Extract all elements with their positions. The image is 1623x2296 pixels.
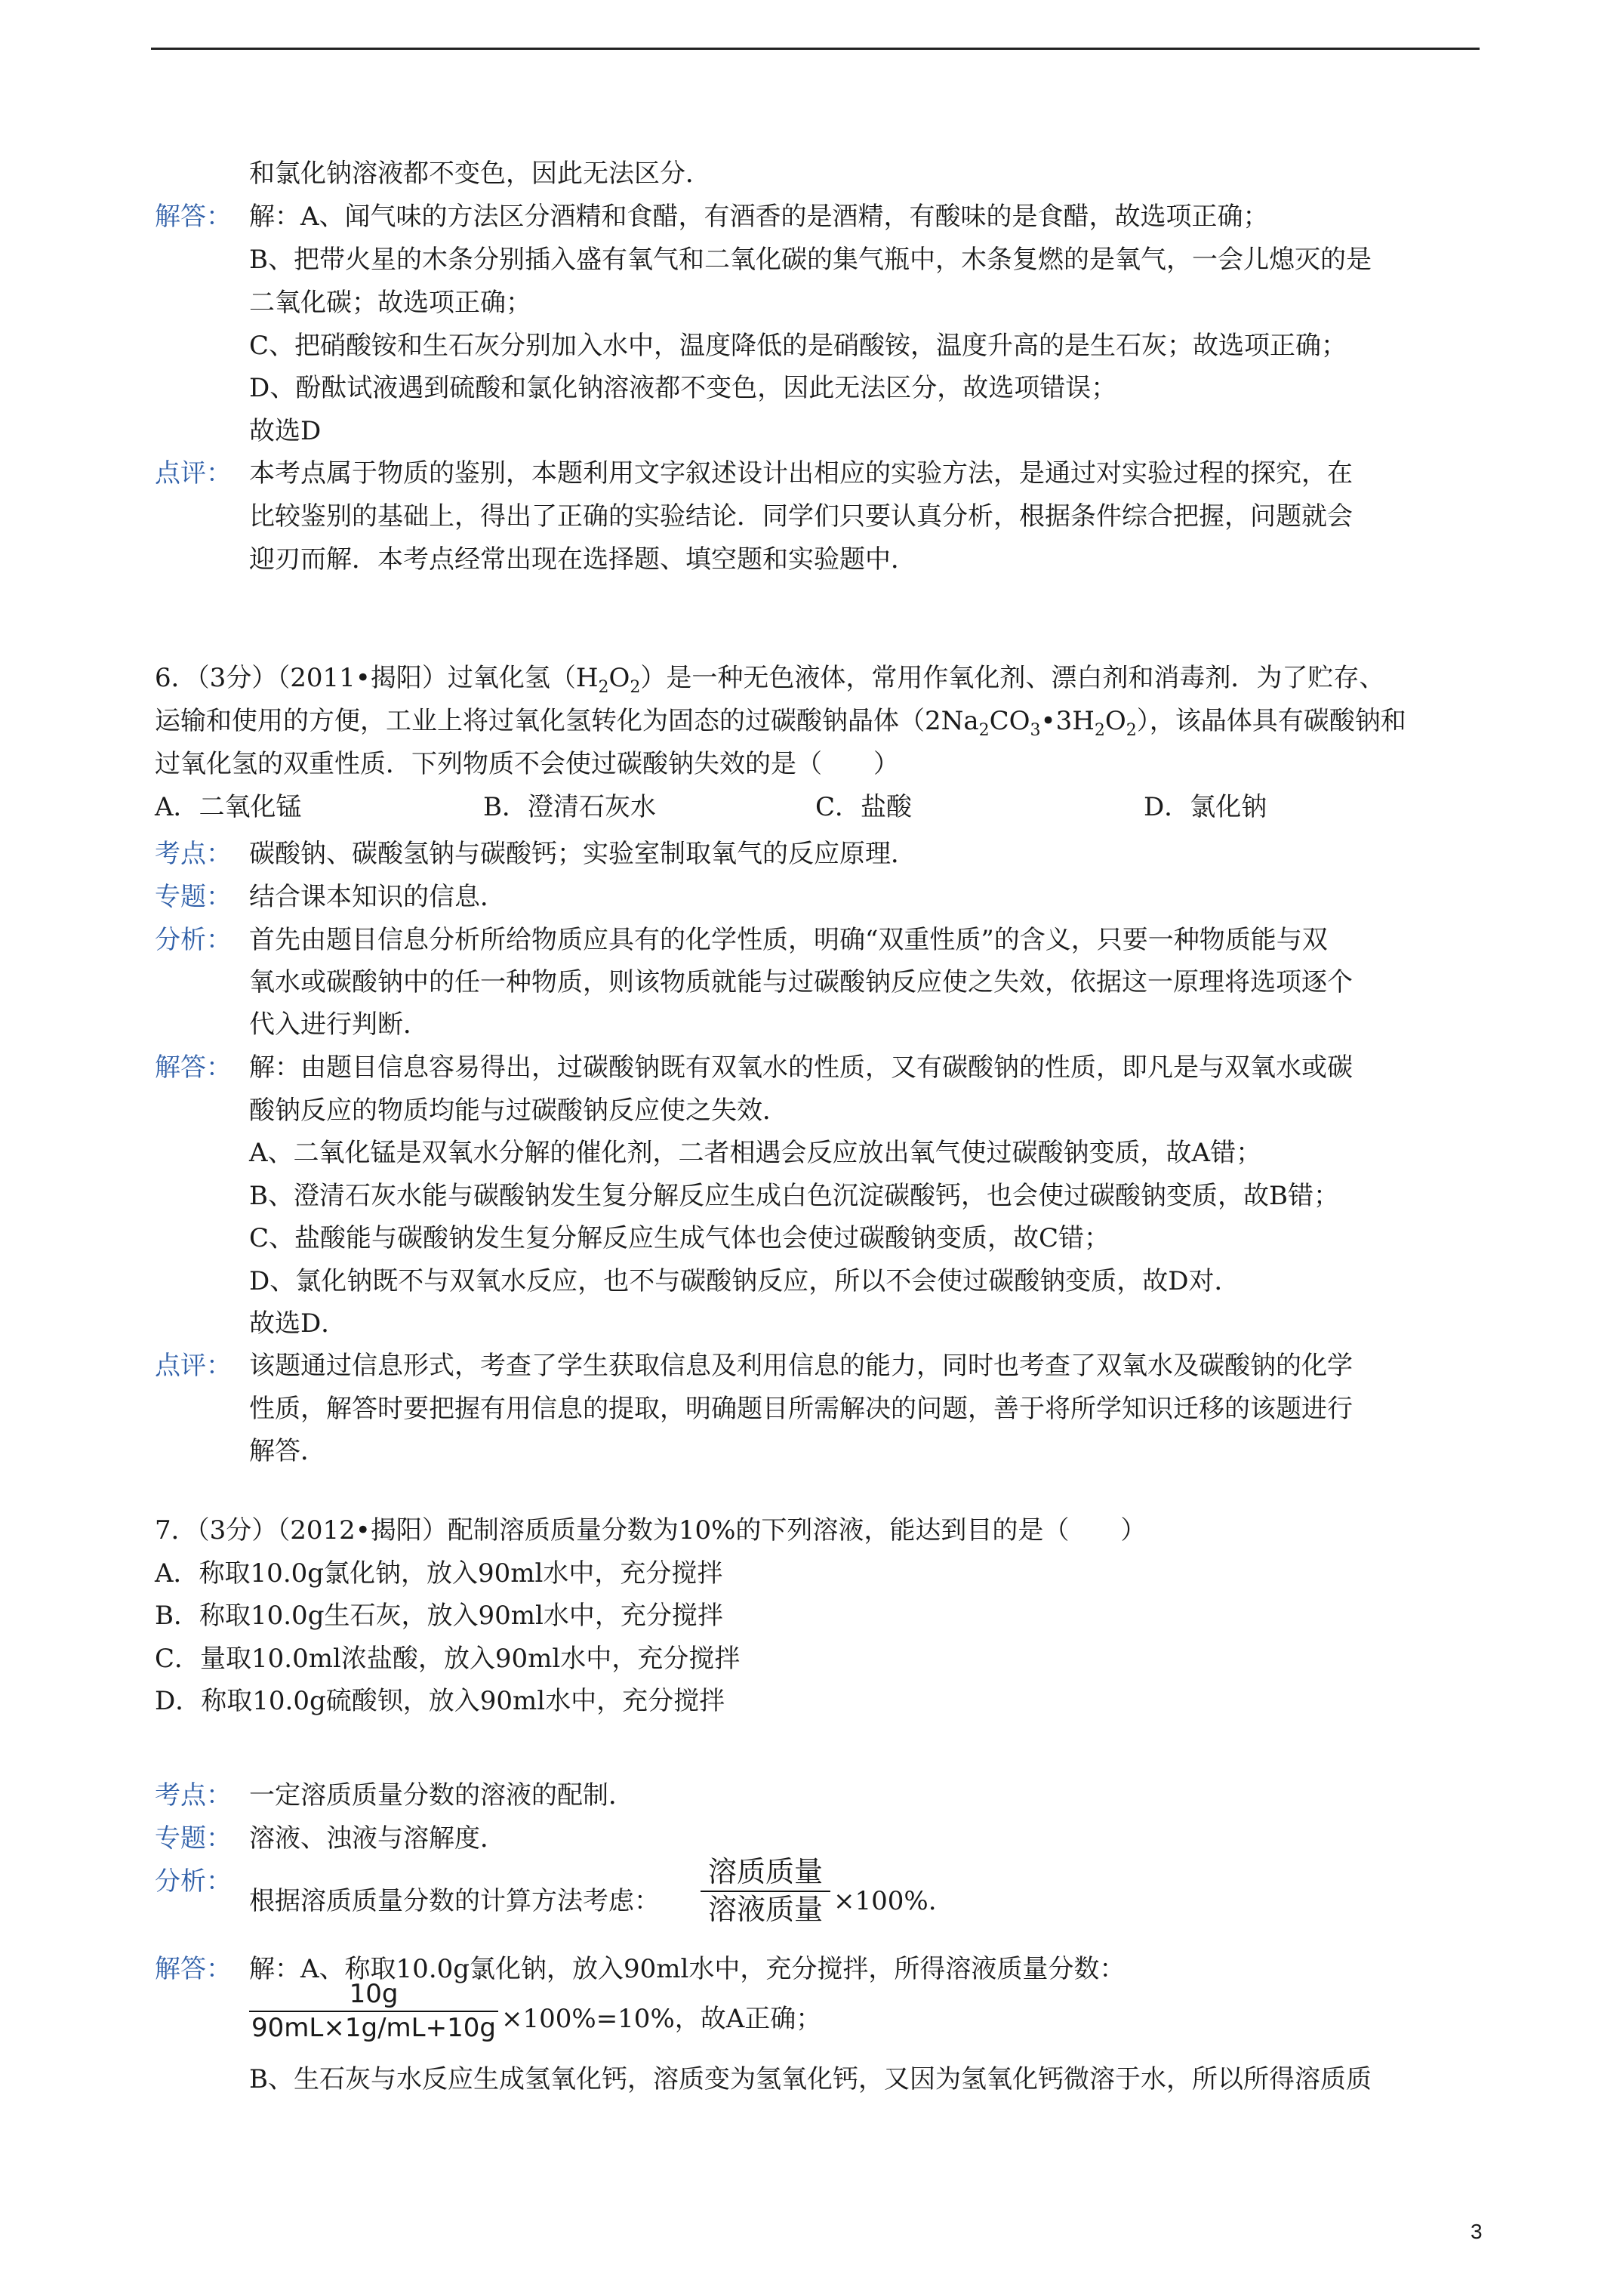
option-d: D．氯化钠 <box>1144 792 1267 822</box>
fraction-bar <box>701 1891 830 1892</box>
text-line: C、盐酸能与碳酸钠发生复分解反应生成气体也会使过碳酸钠变质，故C错； <box>249 1223 1110 1253</box>
text-line: 该题通过信息形式，考查了学生获取信息及利用信息的能力，同时也考查了双氧水及碳酸钠的化学 <box>249 1351 1353 1381</box>
text-line: 氧水或碳酸钠中的任一种物质，则该物质就能与过碳酸钠反应使之失效，依据这一原理将选项逐个 <box>249 967 1353 997</box>
text-line: ×100%=10%，故A正确； <box>501 2004 822 2034</box>
text-line: 溶液、浊液与溶解度． <box>249 1823 506 1854</box>
label-topic: 专题： <box>155 882 232 912</box>
label-topic: 专题： <box>155 1823 232 1854</box>
option-c: C．量取10.0ml浓盐酸，放入90ml水中，充分搅拌 <box>155 1644 741 1674</box>
text-line: 故选D <box>249 416 322 446</box>
question-6-stem: 过氧化氢的双重性质．下列物质不会使过碳酸钠失效的是（ ） <box>155 749 899 779</box>
text-line: 故选D． <box>249 1308 347 1339</box>
text-line: 解：A、闻气味的方法区分酒精和食醋，有酒香的是酒精，有酸味的是食醋，故选项正确； <box>249 202 1269 232</box>
page-number: 3 <box>1471 2220 1483 2243</box>
text-line: C、把硝酸铵和生石灰分别加入水中，温度降低的是硝酸铵，温度升高的是生石灰；故选项正确； <box>249 331 1347 361</box>
text-line: 一定溶质质量分数的溶液的配制． <box>249 1780 634 1811</box>
label-knowledge-point: 考点： <box>155 1780 232 1811</box>
header-rule <box>151 48 1480 50</box>
label-answer: 解答： <box>155 1954 232 1984</box>
text-line: B、把带火星的木条分别插入盛有氧气和二氧化碳的集气瓶中，木条复燃的是氧气，一会儿熄灭的是 <box>249 245 1372 275</box>
text-line: A、二氧化锰是双氧水分解的催化剂，二者相遇会反应放出氧气使过碳酸钠变质，故A错； <box>249 1138 1262 1168</box>
text-line: 二氧化碳；故选项正确； <box>249 288 531 318</box>
fraction-denominator: 溶液质量 <box>707 1892 823 1926</box>
fraction-numerator: 溶质质量 <box>707 1855 823 1888</box>
text-line: 和氯化钠溶液都不变色，因此无法区分． <box>249 159 711 189</box>
option-c: C．盐酸 <box>815 792 913 822</box>
text-line: 首先由题目信息分析所给物质应具有的化学性质，明确“双重性质”的含义，只要一种物质能与双 <box>249 925 1328 955</box>
text-line: 解答． <box>249 1436 326 1466</box>
fraction-formula <box>701 1856 830 1926</box>
fraction-calculation <box>249 1980 498 2043</box>
text-line: 碳酸钠、碳酸氢钠与碳酸钙；实验室制取氧气的反应原理． <box>249 839 916 869</box>
label-comment: 点评： <box>155 458 232 488</box>
text-line: D、氯化钠既不与双氧水反应，也不与碳酸钠反应，所以不会使过碳酸钠变质，故D对． <box>249 1266 1240 1296</box>
label-answer: 解答： <box>155 202 232 232</box>
text-line: B、澄清石灰水能与碳酸钠发生复分解反应生成白色沉淀碳酸钙，也会使过碳酸钠变质，故B错； <box>249 1181 1339 1211</box>
question-6-stem: 运输和使用的方便，工业上将过氧化氢转化为固态的过碳酸钠晶体$(2Na_2CO_3•3H_2O_2)$，该晶体具有碳酸钠和 <box>155 706 1406 740</box>
text-line: 根据溶质质量分数的计算方法考虑： <box>249 1886 660 1916</box>
option-b: B．称取10.0g生石灰，放入90ml水中，充分搅拌 <box>155 1601 723 1631</box>
label-analysis: 分析： <box>155 925 232 955</box>
text-line: 结合课本知识的信息． <box>249 882 506 912</box>
fraction-bar <box>249 2011 498 2012</box>
label-answer: 解答： <box>155 1052 232 1083</box>
option-a: A．称取10.0g氯化钠，放入90ml水中，充分搅拌 <box>155 1558 723 1589</box>
question-6-stem: 6．（3分）（2011•揭阳）过氧化氢$(H_2O_2)$是一种无色液体，常用作氧化剂、漂白剂和消毒剂．为了贮存、 <box>155 663 1385 697</box>
text-line: 代入进行判断． <box>249 1009 429 1040</box>
label-comment: 点评： <box>155 1351 232 1381</box>
text-line: 性质，解答时要把握有用信息的提取，明确题目所需解决的问题，善于将所学知识迁移的该题进行 <box>249 1394 1353 1424</box>
text-line: 迎刃而解．本考点经常出现在选择题、填空题和实验题中． <box>249 544 916 575</box>
text-line: B、生石灰与水反应生成氢氧化钙，溶质变为氢氧化钙，又因为氢氧化钙微溶于水，所以所得溶质质 <box>249 2064 1372 2094</box>
text-line: 解：A、称取10.0g氯化钠，放入90ml水中，充分搅拌，所得溶液质量分数： <box>249 1954 1126 1984</box>
fraction-numerator: 10g <box>349 1979 399 2009</box>
text-line: 本考点属于物质的鉴别，本题利用文字叙述设计出相应的实验方法，是通过对实验过程的探究，在 <box>249 458 1353 488</box>
text-line: 解：由题目信息容易得出，过碳酸钠既有双氧水的性质，又有碳酸钠的性质，即凡是与双氧水或碳 <box>249 1052 1353 1083</box>
option-b: B．澄清石灰水 <box>483 792 656 822</box>
option-a: A．二氧化锰 <box>155 792 302 822</box>
text-line: ×100%. <box>833 1886 937 1916</box>
text-line: 酸钠反应的物质均能与过碳酸钠反应使之失效． <box>249 1096 788 1126</box>
text-line: D、酚酞试液遇到硫酸和氯化钠溶液都不变色，因此无法区分，故选项错误； <box>249 373 1117 403</box>
label-analysis: 分析： <box>155 1866 232 1897</box>
fraction-denominator: 90mL×1g/mL+10g <box>251 2013 496 2044</box>
option-d: D．称取10.0g硫酸钡，放入90ml水中，充分搅拌 <box>155 1686 725 1716</box>
question-7-stem: 7．（3分）（2012•揭阳）配制溶质质量分数为10%的下列溶液，能达到目的是（ ） <box>155 1515 1147 1546</box>
text-line: 比较鉴别的基础上，得出了正确的实验结论．同学们只要认真分析，根据条件综合把握，问题就会 <box>249 501 1353 532</box>
label-knowledge-point: 考点： <box>155 839 232 869</box>
